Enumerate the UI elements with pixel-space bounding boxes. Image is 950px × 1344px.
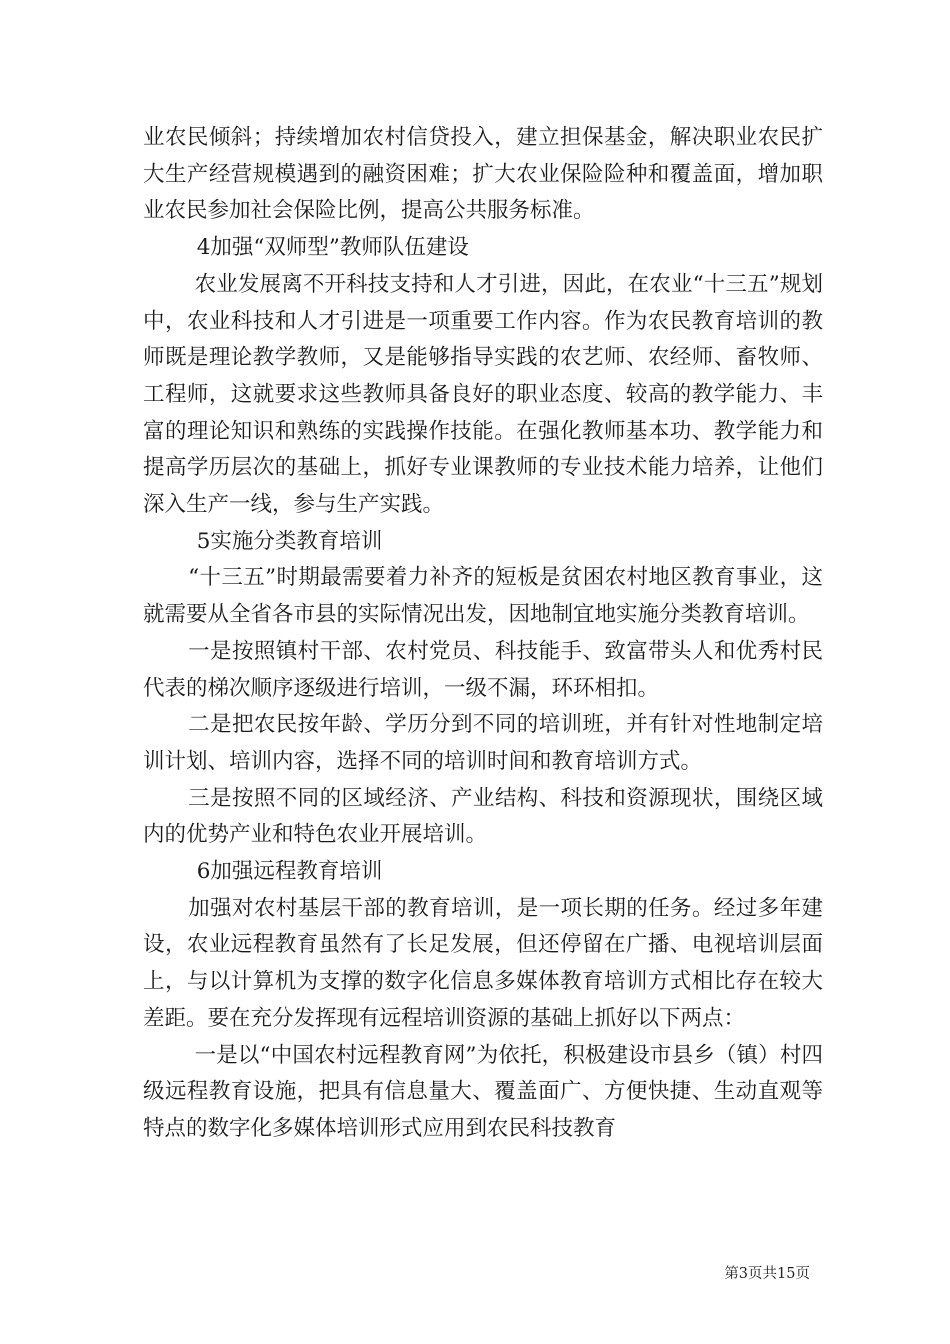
document-page [143, 120, 823, 1148]
section-heading: 5实施分类教育培训 [196, 528, 383, 554]
paragraph: 业农民倾斜；持续增加农村信贷投入，建立担保基金，解决职业农民扩大生产经营规模遇到的融资困难；扩大农业保险险种和覆盖面，增加职业农民参加社会保险比例，提高公共服务标准。 [143, 125, 823, 224]
section-heading: 6加强远程教育培训 [196, 859, 383, 885]
paragraph: 一是以“中国农村远程教育网”为依托，积极建设市县乡（镇）村四级远程教育设施，把具有信息量大、覆盖面广、方便快捷、生动直观等特点的数字化多媒体培训形式应用到农民科技教育 [143, 1042, 823, 1141]
paragraph: 二是把农民按年龄、学历分到不同的培训班，并有针对性地制定培训计划、培训内容，选择不同的培训时间和教育培训方式。 [143, 712, 823, 774]
section-heading: 4加强“双师型”教师队伍建设 [196, 235, 469, 261]
paragraph: “十三五”时期最需要着力补齐的短板是贫困农村地区教育事业，这就需要从全省各市县的实际情况出发，因地制宜地实施分类教育培训。 [143, 565, 823, 628]
paragraph: 农业发展离不开科技支持和人才引进，因此，在农业“十三五”规划中，农业科技和人才引进是一项重要工作内容。作为农民教育培训的教师既是理论教学教师，又是能够指导实践的农艺师、农经师、畜牧师、工程师，这就要求这些教师具备良好的职业态度、较高的教学能力、丰富的理论知识和熟练的实践操作技能。在强化教师基本功、教学能力和提高学历层次的基础上，抓好专业课教师的专业技术能力培养，让他们深入生产一线，参与生产实践。 [143, 271, 823, 518]
paragraph: 三是按照不同的区域经济、产业结构、科技和资源现状，围绕区域内的优势产业和特色农业开展培训。 [143, 785, 823, 848]
paragraph: 加强对农村基层干部的教育培训，是一项长期的任务。经过多年建设，农业远程教育虽然有了长足发展，但还停留在广播、电视培训层面上，与以计算机为支撑的数字化信息多媒体教育培训方式相比存在较大差距。要在充分发挥现有远程培训资源的基础上抓好以下两点： [143, 895, 823, 1031]
page-number-footer: 第3页共15页 [724, 1266, 810, 1282]
paragraph: 一是按照镇村干部、农村党员、科技能手、致富带头人和优秀村民代表的梯次顺序逐级进行培训，一级不漏，环环相扣。 [143, 638, 823, 701]
